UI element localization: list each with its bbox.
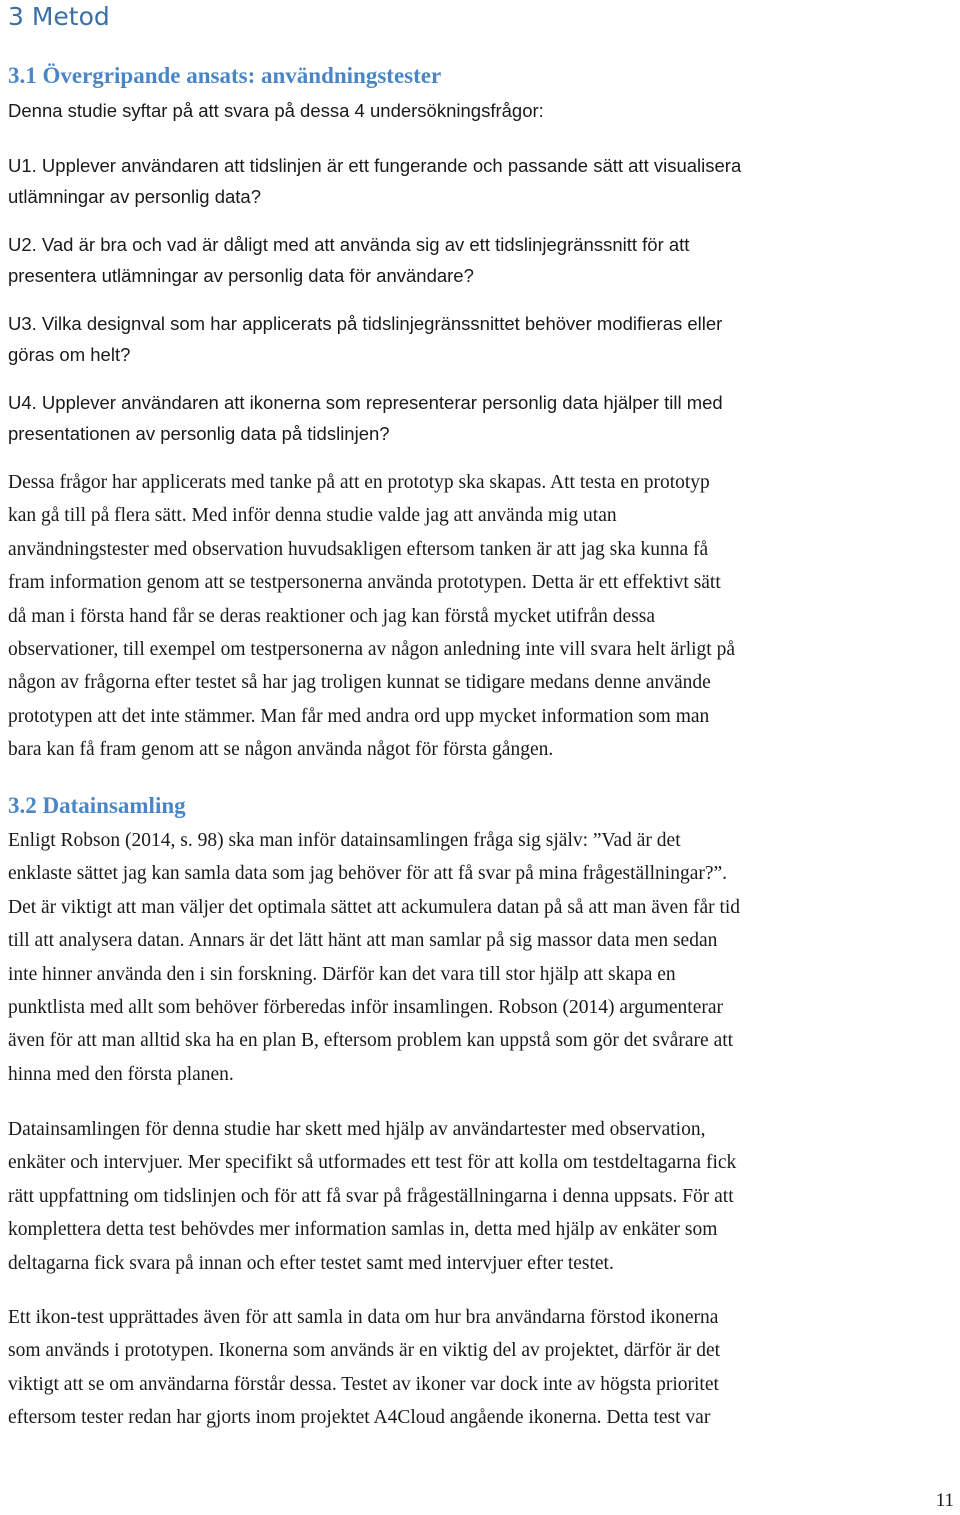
data-collection-paragraph-1: Enligt Robson (2014, s. 98) ska man inför datainsamlingen fråga sig själv: ”Vad är det enklaste sättet jag kan samla data som jag behöver för att få svar på mina frågeställningar?”. Det är viktigt att man väljer det optimala sättet att ackumulera datan på så att man även får tid till att analysera datan. Annars är det lätt hänt att man samlar på sig massor data men sedan inte hinner använda den i sin forskning. Därför kan det vara till stor hjälp att skapa en punktlista med allt som behöver förberedas inför insamlingen. Robson (2014) argumenterar även för att man alltid ska ha en plan B, eftersom problem kan uppstå som gör det svårare att hinna med den första planen. xyxy=(8,830,741,1085)
section-heading-data-collection: 3.2 Datainsamling xyxy=(8,793,186,818)
chapter-heading: 3 Metod xyxy=(8,2,110,31)
question-u2: U2. Vad är bra och vad är dåligt med att använda sig av ett tidslinjegränssnitt för att presentera utlämningar av personlig data för användare? xyxy=(8,234,690,286)
data-collection-paragraph-2: Datainsamlingen för denna studie har skett med hjälp av användartester med observation, enkäter och intervjuer. Mer specifikt så utformades ett test för att kolla om testdeltagarna fick rätt uppfattning om tidslinjen och för att få svar på frågeställningarna i denna uppsats. För att komplettera detta test behövdes mer information samlas in, detta med hjälp av enkäter som deltagarna fick svara på innan och efter testet samt med intervjuer efter testet. xyxy=(8,1119,737,1274)
intro-paragraph: Denna studie syftar på att svara på dessa 4 undersökningsfrågor: xyxy=(8,100,544,121)
section-heading-overview: 3.1 Övergripande ansats: användningstester xyxy=(8,63,442,88)
question-u4: U4. Upplever användaren att ikonerna som representerar personlig data hjälper till med presentationen av personlig data på tidslinjen? xyxy=(8,392,723,444)
page-number: 11 xyxy=(935,1490,954,1511)
question-u1: U1. Upplever användaren att tidslinjen är ett fungerande och passande sätt att visualisera utlämningar av personlig data? xyxy=(8,155,742,207)
question-u3: U3. Vilka designval som har applicerats på tidslinjegränssnittet behöver modifieras eller göras om helt? xyxy=(8,313,723,365)
data-collection-paragraph-3: Ett ikon-test upprättades även för att samla in data om hur bra användarna förstod ikonerna som används i prototypen. Ikonerna som används är en viktig del av projektet, därför är det viktigt att se om användarna förstår dessa. Testet av ikoner var dock inte av högsta prioritet eftersom tester redan har gjorts inom projektet A4Cloud angående ikonerna. Detta test var xyxy=(8,1307,721,1429)
method-paragraph: Dessa frågor har applicerats med tanke på att en prototyp ska skapas. Att testa en prototyp kan gå till på flera sätt. Med inför denna studie valde jag att använda mig utan användningstester med observation huvudsakligen eftersom tanken är att jag ska kunna få fram information genom att se testpersonerna använda prototypen. Detta är ett effektivt sätt då man i första hand får se deras reaktioner och jag kan förstå mycket utifrån dessa observationer, till exempel om testpersonerna av någon anledning inte vill svara helt ärligt på någon av frågorna efter testet så har jag troligen kunnat se tidigare medans denne använde prototypen att det inte stämmer. Man får med andra ord upp mycket information som man bara kan få fram genom att se någon använda något för första gången. xyxy=(8,472,735,761)
